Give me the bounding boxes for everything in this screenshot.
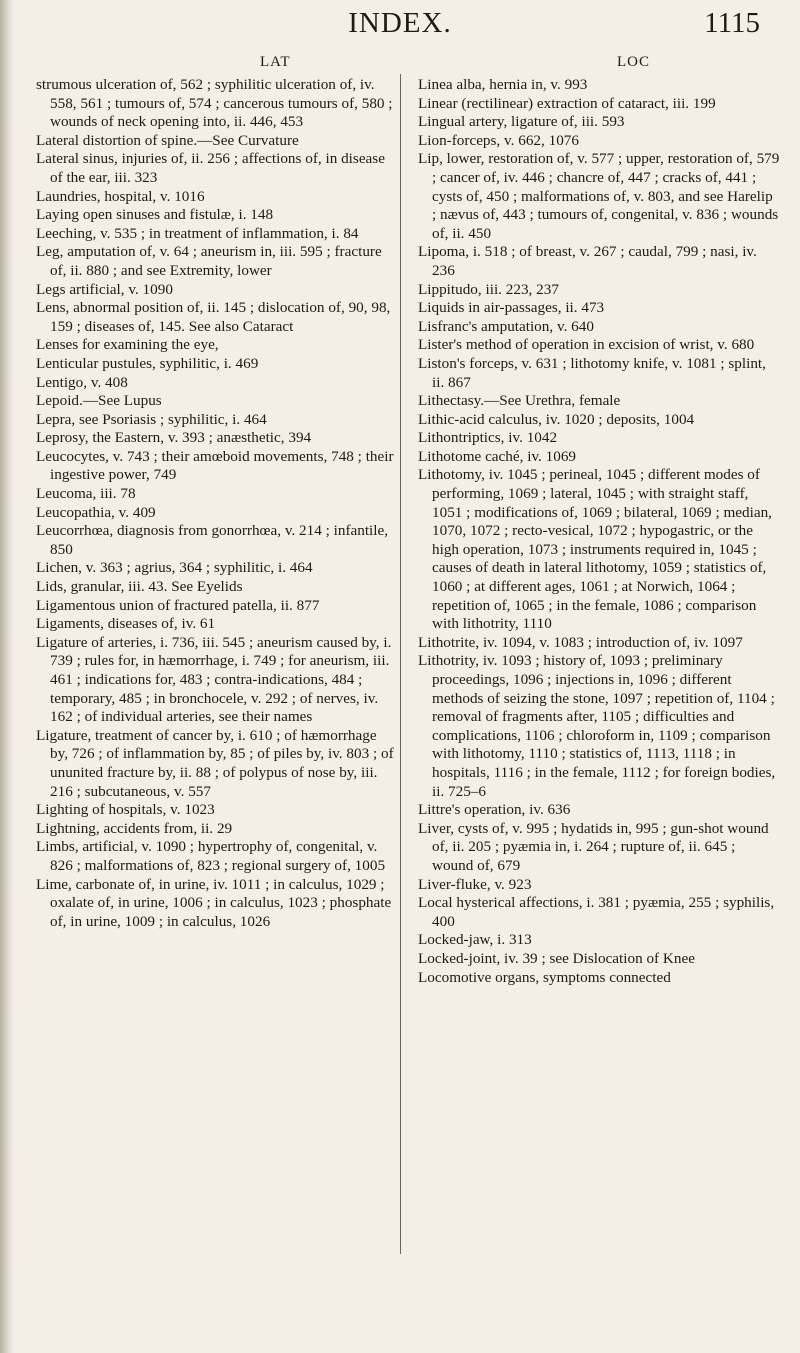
index-entry: Lithectasy.—See Urethra, female bbox=[418, 392, 621, 410]
index-entry: Locked-jaw, i. 313 bbox=[418, 931, 532, 949]
index-entry: Leucocytes, v. 743 ; their amœboid movements, 748 ; their ingestive power, 749 bbox=[36, 447, 394, 484]
index-entry: Leeching, v. 535 ; in treatment of inflammation, i. 84 bbox=[36, 224, 359, 242]
index-entry: Lepoid.—See Lupus bbox=[36, 392, 162, 410]
index-entry: Linear (rectilinear) extraction of cataract, iii. 199 bbox=[418, 94, 716, 112]
index-entry: Lepra, see Psoriasis ; syphilitic, i. 464 bbox=[36, 410, 267, 428]
index-entry: Ligaments, diseases of, iv. 61 bbox=[36, 615, 216, 633]
index-entry: Liver, cysts of, v. 995 ; hydatids in, 995 ; gun-shot wound of, ii. 205 ; pyæmia in, i. 264 ; rupture of, ii. 645 ; wound of, 679 bbox=[418, 819, 769, 874]
index-entry: Lisfranc's amputation, v. 640 bbox=[418, 317, 594, 335]
index-entry: Lister's method of operation in excision of wrist, v. 680 bbox=[418, 336, 755, 354]
index-entry: Lithotomy, iv. 1045 ; perineal, 1045 ; different modes of performing, 1069 ; lateral, 1045 ; with straight staff, 1051 ; modifications of, 1069 ; bilateral, 1069 ; median, 1070, 1072 ; recto-vesical, 1072 ; hypogastric, or the high operation, 1073 ; instruments required in, 1045 ; causes of death in lateral lithotomy, 1059 ; statistics of, 1060 ; at different ages, 1061 ; at Norwich, 1064 ; repetition of, 1065 ; in the female, 1086 ; comparison with lithotrity, 1110 bbox=[418, 466, 772, 633]
page-title: INDEX. bbox=[348, 7, 452, 39]
index-entry: Leucopathia, v. 409 bbox=[36, 503, 156, 521]
index-entry: Linea alba, hernia in, v. 993 bbox=[418, 76, 588, 93]
index-column-left bbox=[36, 76, 398, 931]
index-entry: Ligature, treatment of cancer by, i. 610 ; of hæmorrhage by, 726 ; of inflammation by, 85 ; of piles by, iv. 803 ; of ununited fracture by, ii. 88 ; of polypus of nose by, iii. 216 ; subcutaneous, v. 557 bbox=[36, 726, 394, 800]
index-entry: Ligature of arteries, i. 736, iii. 545 ; aneurism caused by, i. 739 ; rules for, in hæmorrhage, i. 749 ; for aneurism, iii. 461 ; indications for, 483 ; contra-indications, 484 ; temporary, 485 ; in bronchocele, v. 292 ; of nerves, iv. 162 ; of individual arteries, see their names bbox=[36, 633, 392, 726]
index-entry: Lenticular pustules, syphilitic, i. 469 bbox=[36, 354, 259, 372]
index-entry: Laundries, hospital, v. 1016 bbox=[36, 187, 205, 205]
index-entry: Ligamentous union of fractured patella, ii. 877 bbox=[36, 596, 320, 614]
index-entry: Lithotrity, iv. 1093 ; history of, 1093 ; preliminary proceedings, 1096 ; injections in, 1096 ; different methods of seizing the stone, 1097 ; repetition of, 1104 ; removal of fragments after, 1105 ; difficulties and complications, 1106 ; chloroform in, 1109 ; comparison with lithotomy, 1110 ; statistics of, 1113, 1118 ; in hospitals, 1116 ; in the female, 1112 ; for foreign bodies, ii. 725–6 bbox=[418, 652, 776, 800]
index-entry: Locked-joint, iv. 39 ; see Dislocation of Knee bbox=[418, 949, 695, 967]
index-column-right bbox=[418, 76, 780, 987]
page-header bbox=[0, 6, 800, 46]
index-entry: Leg, amputation of, v. 64 ; aneurism in, iii. 595 ; fracture of, ii. 880 ; and see Extremity, lower bbox=[36, 243, 382, 279]
index-entry: Lens, abnormal position of, ii. 145 ; dislocation of, 90, 98, 159 ; diseases of, 145. See also Cataract bbox=[36, 299, 391, 335]
index-entry: Liston's forceps, v. 631 ; lithotomy knife, v. 1081 ; splint, ii. 867 bbox=[418, 354, 766, 391]
index-entry: Lithotome caché, iv. 1069 bbox=[418, 447, 577, 465]
index-entry: Lids, granular, iii. 43. See Eyelids bbox=[36, 578, 243, 596]
index-entry: Leprosy, the Eastern, v. 393 ; anæsthetic, 394 bbox=[36, 429, 312, 447]
index-entry: Leucoma, iii. 78 bbox=[36, 485, 136, 503]
index-entry: Liver-fluke, v. 923 bbox=[418, 875, 532, 893]
index-entry: Lingual artery, ligature of, iii. 593 bbox=[418, 113, 625, 131]
index-entry: Locomotive organs, symptoms connected bbox=[418, 968, 671, 986]
index-entry: Lateral distortion of spine.—See Curvature bbox=[36, 131, 299, 149]
column-divider bbox=[400, 74, 401, 1254]
index-entry: Lichen, v. 363 ; agrius, 364 ; syphilitic, i. 464 bbox=[36, 559, 313, 577]
index-entry: Lime, carbonate of, in urine, iv. 1011 ; in calculus, 1029 ; oxalate of, in urine, 1006 ; in calculus, 1023 ; phosphate of, in urine, 1009 ; in calculus, 1026 bbox=[36, 875, 392, 930]
page-edge-shadow bbox=[0, 0, 14, 1353]
index-entry: Lippitudo, iii. 223, 237 bbox=[418, 280, 559, 298]
index-entry: Lentigo, v. 408 bbox=[36, 373, 128, 391]
index-entry: Lightning, accidents from, ii. 29 bbox=[36, 819, 233, 837]
guide-word-right: LOC bbox=[617, 54, 650, 70]
index-entry: Lithic-acid calculus, iv. 1020 ; deposits, 1004 bbox=[418, 410, 695, 428]
index-entry: Lateral sinus, injuries of, ii. 256 ; affections of, in disease of the ear, iii. 323 bbox=[36, 150, 385, 186]
index-entry: Local hysterical affections, i. 381 ; pyæmia, 255 ; syphilis, 400 bbox=[418, 894, 775, 930]
index-entry: Limbs, artificial, v. 1090 ; hypertrophy of, congenital, v. 826 ; malformations of, 823 ; regional surgery of, 1005 bbox=[36, 838, 386, 874]
index-entry: Leucorrhœa, diagnosis from gonorrhœa, v. 214 ; infantile, 850 bbox=[36, 522, 389, 558]
index-entry: Lenses for examining the eye, bbox=[36, 336, 219, 354]
index-entry: Laying open sinuses and fistulæ, i. 148 bbox=[36, 206, 274, 224]
index-entry: Lithontriptics, iv. 1042 bbox=[418, 429, 558, 447]
index-entry: Lighting of hospitals, v. 1023 bbox=[36, 801, 215, 819]
index-entry: Littre's operation, iv. 636 bbox=[418, 801, 571, 819]
index-entry: Lipoma, i. 518 ; of breast, v. 267 ; caudal, 799 ; nasi, iv. 236 bbox=[418, 243, 757, 279]
index-entry: Lithotrite, iv. 1094, v. 1083 ; introduction of, iv. 1097 bbox=[418, 633, 743, 651]
index-entry: Legs artificial, v. 1090 bbox=[36, 280, 173, 298]
index-entry: Lip, lower, restoration of, v. 577 ; upper, restoration of, 579 ; cancer of, iv. 446 ; chancre of, 447 ; cracks of, 441 ; cysts of, 450 ; malformations of, v. 803, and see Harelip ; nævus of, 443 ; tumours of, congenital, v. 836 ; wounds of, ii. 450 bbox=[418, 150, 780, 242]
index-entry: Liquids in air-passages, ii. 473 bbox=[418, 299, 605, 317]
index-entry: Lion-forceps, v. 662, 1076 bbox=[418, 131, 579, 149]
guide-word-left: LAT bbox=[260, 54, 291, 70]
index-entry: strumous ulceration of, 562 ; syphilitic ulceration of, iv. 558, 561 ; tumours of, 574 ; cancerous tumours of, 580 ; wounds of neck opening into, ii. 446, 453 bbox=[36, 76, 393, 131]
page-number: 1115 bbox=[704, 7, 760, 39]
